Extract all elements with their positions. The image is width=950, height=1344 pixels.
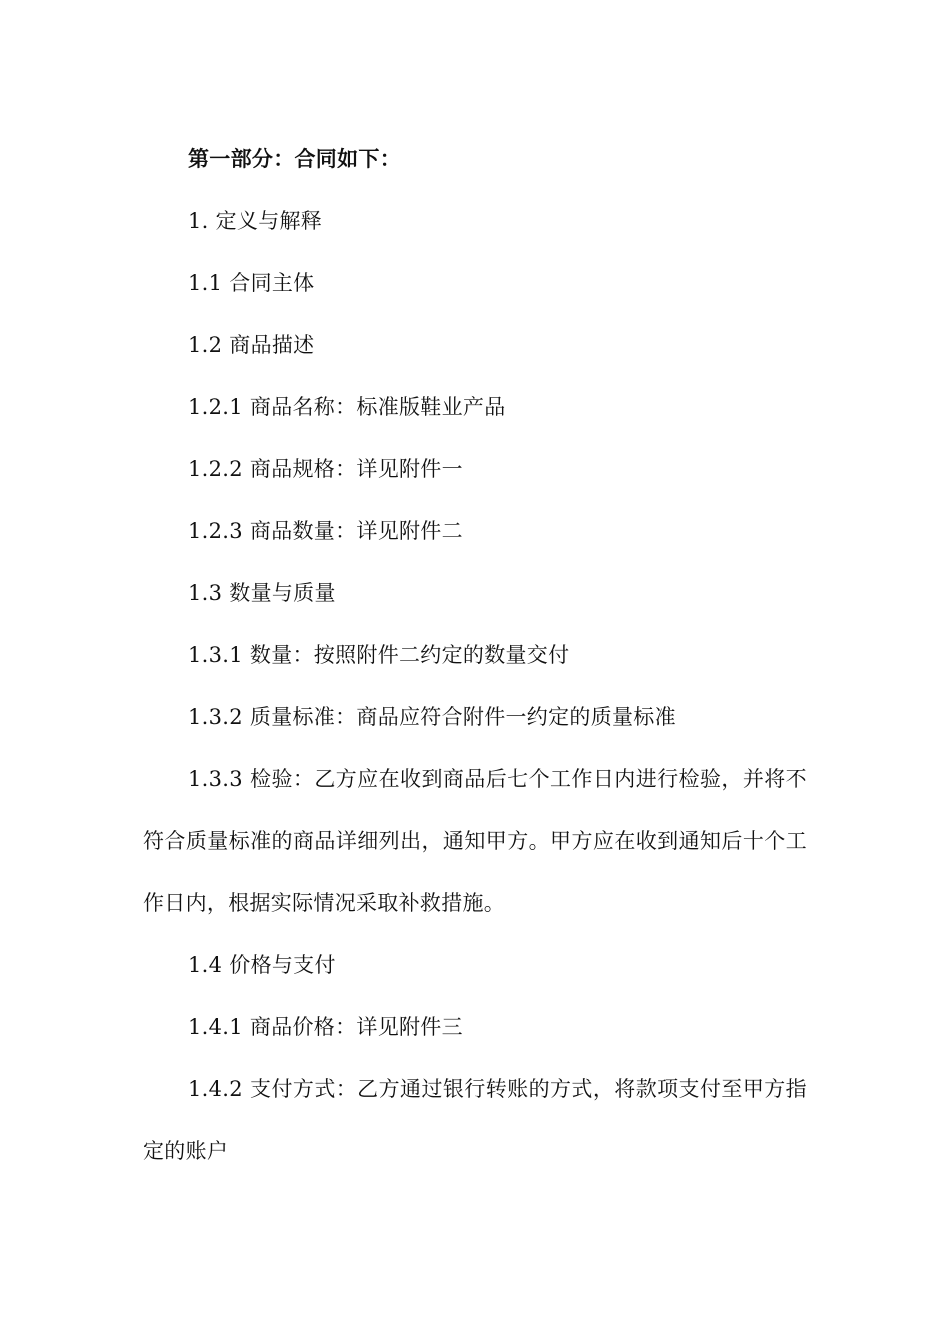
paragraph-1-1: 1.1 合同主体 bbox=[188, 271, 315, 295]
paragraph-1-3: 1.3 数量与质量 bbox=[188, 581, 336, 605]
paragraph-1-4-1: 1.4.1 商品价格：详见附件三 bbox=[188, 1015, 463, 1039]
paragraph-1-3-3: 1.3.3 检验：乙方应在收到商品后七个工作日内进行检验，并将不符合质量标准的商品详细列出，通知甲方。甲方应在收到通知后十个工作日内，根据实际情况采取补救措施。 bbox=[143, 767, 807, 915]
document-body bbox=[143, 128, 807, 1182]
paragraph-1-3-2: 1.3.2 质量标准：商品应符合附件一约定的质量标准 bbox=[188, 705, 676, 729]
paragraph-1-4: 1.4 价格与支付 bbox=[188, 953, 336, 977]
section-heading: 第一部分：合同如下： bbox=[188, 147, 401, 171]
paragraph-1-3-1: 1.3.1 数量：按照附件二约定的数量交付 bbox=[188, 643, 570, 667]
paragraph-1-2: 1.2 商品描述 bbox=[188, 333, 315, 357]
paragraph-1-4-2: 1.4.2 支付方式：乙方通过银行转账的方式，将款项支付至甲方指定的账户 bbox=[143, 1077, 807, 1163]
paragraph-1: 1. 定义与解释 bbox=[188, 209, 323, 233]
paragraph-1-2-3: 1.2.3 商品数量：详见附件二 bbox=[188, 519, 463, 543]
paragraph-1-2-1: 1.2.1 商品名称：标准版鞋业产品 bbox=[188, 395, 506, 419]
paragraph-1-2-2: 1.2.2 商品规格：详见附件一 bbox=[188, 457, 463, 481]
